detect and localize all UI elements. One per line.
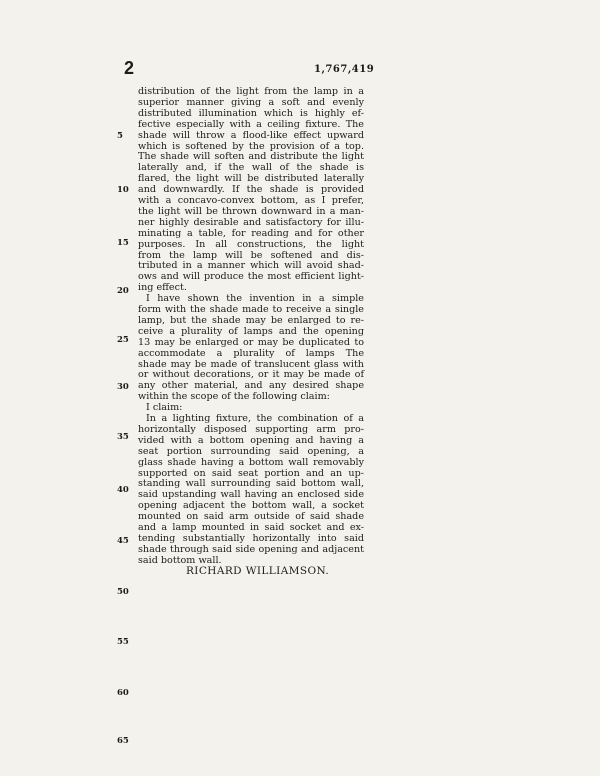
text-line: The shade will soften and distribute the light <box>138 151 364 163</box>
line-number: 45 <box>117 536 129 546</box>
text-line: said bottom wall. <box>138 554 222 566</box>
text-line: minating a table, for reading and for other <box>138 227 364 239</box>
text-line: I have shown the invention in a simple <box>146 293 364 305</box>
text-line: distribution of the light from the lamp in a <box>138 86 364 97</box>
line-number: 10 <box>117 185 129 195</box>
text-line: vided with a bottom opening and having a <box>138 434 364 446</box>
text-line: ceive a plurality of lamps and the opening <box>138 325 364 337</box>
text-line: and downwardly. If the shade is provided <box>138 184 364 196</box>
line-number: 40 <box>117 485 129 495</box>
text-line: ows and will produce the most efficient light- <box>138 271 364 283</box>
text-line: I claim: <box>146 402 183 414</box>
line-number: 25 <box>117 335 129 345</box>
text-line: any other material, and any desired shape <box>138 380 364 392</box>
line-number: 65 <box>117 736 129 746</box>
text-line: In a lighting fixture, the combination of a <box>146 413 364 424</box>
patent-number: 1,767,419 <box>314 64 375 75</box>
text-line: horizontally disposed supporting arm pro- <box>138 423 364 435</box>
text-line: distributed illumination which is highly ef- <box>138 107 364 119</box>
text-line: ner highly desirable and satisfactory for illu- <box>138 216 364 228</box>
text-line: fective especially with a ceiling fixture. The <box>138 118 364 130</box>
text-line: lamp, but the shade may be enlarged to re- <box>138 314 364 326</box>
line-number: 20 <box>117 286 129 296</box>
line-number: 35 <box>117 432 129 442</box>
text-line: tending substantially horizontally into said <box>138 532 364 544</box>
text-line: seat portion surrounding said opening, a <box>138 445 364 457</box>
line-number: 30 <box>117 382 129 392</box>
text-line: form with the shade made to receive a single <box>138 304 364 315</box>
text-line: from the lamp will be softened and dis- <box>138 249 364 261</box>
line-number: 50 <box>117 587 129 597</box>
text-line: with a concavo-convex bottom, as I prefer, <box>138 195 364 206</box>
text-line: tributed in a manner which will avoid shad- <box>138 260 364 272</box>
text-line: mounted on said arm outside of said shade <box>138 511 364 523</box>
text-line: glass shade having a bottom wall removably <box>138 456 364 468</box>
text-line: and a lamp mounted in said socket and ex- <box>138 522 364 533</box>
line-number: 55 <box>117 637 129 647</box>
text-line: or without decorations, or it may be made of <box>138 369 364 381</box>
line-number: 15 <box>117 238 129 248</box>
text-line: shade may be made of translucent glass with <box>138 358 364 370</box>
text-line: flared, the light will be distributed laterally <box>138 173 364 185</box>
text-line: shade through said side opening and adjacent <box>138 543 364 555</box>
page-number: 2 <box>124 58 135 78</box>
line-number: 5 <box>117 131 123 141</box>
text-line: within the scope of the following claim: <box>138 391 330 403</box>
text-line: laterally and, if the wall of the shade is <box>138 162 364 174</box>
text-line: purposes. In all constructions, the light <box>138 238 364 250</box>
text-line: the light will be thrown downward in a man- <box>138 205 364 217</box>
text-line: accommodate a plurality of lamps The <box>138 347 364 359</box>
text-line: 13 may be enlarged or may be duplicated to <box>138 336 364 348</box>
text-line: ing effect. <box>138 282 187 294</box>
text-line: said upstanding wall having an enclosed side <box>138 489 364 501</box>
text-line: which is softened by the provision of a top. <box>138 140 364 152</box>
text-line: supported on said seat portion and an up- <box>138 467 364 479</box>
text-line: superior manner giving a soft and evenly <box>138 96 364 108</box>
signature: RICHARD WILLIAMSON. <box>186 564 330 577</box>
text-line: standing wall surrounding said bottom wall, <box>138 478 364 490</box>
line-number: 60 <box>117 688 129 698</box>
text-line: shade will throw a flood-like effect upward <box>138 129 364 141</box>
text-line: opening adjacent the bottom wall, a socket <box>138 500 364 512</box>
